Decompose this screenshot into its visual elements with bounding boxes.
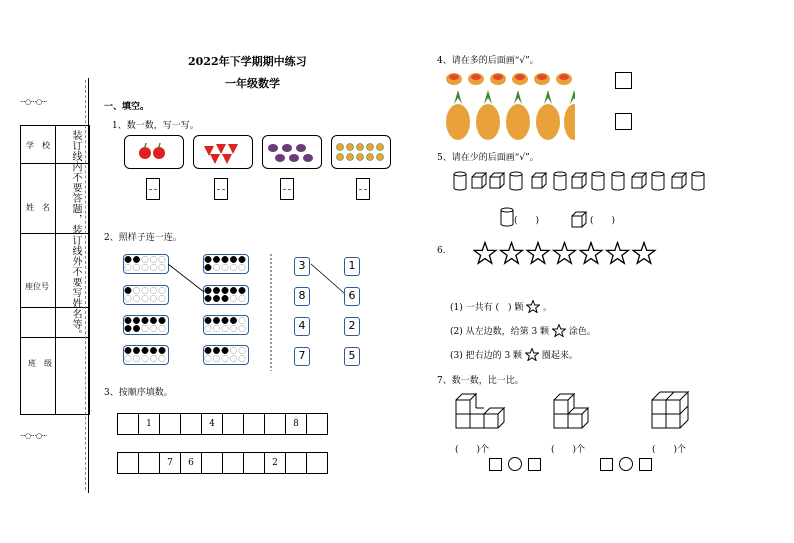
item-text: 涂色。	[568, 327, 596, 337]
question-7-label: 7、数一数，比一比。	[437, 376, 524, 386]
compare-circle-2[interactable]	[619, 457, 633, 471]
question-6-item-2	[450, 324, 596, 337]
cylinder-count-blank[interactable]: ( )	[514, 216, 540, 226]
number-box-left-4[interactable]: 7	[294, 347, 310, 366]
star-icon[interactable]	[474, 243, 496, 264]
sequence-cell[interactable]	[264, 413, 286, 435]
sequence-cell[interactable]	[306, 413, 328, 435]
checkbox-pineapple[interactable]	[615, 113, 632, 130]
question-6-item-3	[450, 348, 578, 361]
question-6-label: 6.	[437, 246, 446, 256]
binding-dots-top: ···○···○···	[20, 98, 47, 106]
info-label: 姓 名	[26, 203, 50, 212]
stars-row	[473, 241, 663, 267]
star-icon[interactable]	[554, 243, 576, 264]
info-label-seat: 座位号	[25, 282, 49, 291]
page-title: 2022年下学期期中练习	[188, 55, 307, 68]
star-icon[interactable]	[580, 243, 602, 264]
cube-count-blank-2[interactable]: ( )个	[551, 445, 586, 455]
sequence-row-2	[118, 452, 328, 474]
sequence-cell[interactable]	[201, 452, 223, 474]
sequence-cell[interactable]: 1	[138, 413, 160, 435]
question-5-label: 5、请在少的后面画“√”。	[437, 153, 539, 163]
sequence-row-1	[118, 413, 328, 435]
sequence-cell[interactable]: 2	[264, 452, 286, 474]
question-2-label: 2、照样子连一连。	[104, 233, 182, 243]
star-icon	[526, 300, 540, 313]
number-box-left-2[interactable]: 8	[294, 287, 310, 306]
star-icon[interactable]	[527, 243, 549, 264]
info-label-class: 班 级	[28, 359, 52, 368]
item-text: 圈起来。	[541, 351, 578, 361]
sequence-cell[interactable]	[243, 452, 265, 474]
sequence-cell[interactable]	[180, 413, 202, 435]
number-box-left-3[interactable]: 4	[294, 317, 310, 336]
compare-box-1[interactable]	[489, 458, 502, 471]
star-icon[interactable]	[501, 243, 523, 264]
question-4-label: 4、请在多的后面画“√”。	[437, 56, 539, 66]
sequence-cell[interactable]: 8	[285, 413, 307, 435]
sequence-cell[interactable]: 7	[159, 452, 181, 474]
sequence-cell[interactable]	[306, 452, 328, 474]
star-icon[interactable]	[607, 243, 629, 264]
sequence-cell[interactable]	[138, 452, 160, 474]
sequence-cell[interactable]	[243, 413, 265, 435]
sequence-cell[interactable]	[159, 413, 181, 435]
shapes-row	[452, 170, 712, 192]
compare-circle-1[interactable]	[508, 457, 522, 471]
number-box-right-4[interactable]: 5	[344, 347, 360, 366]
question-1-label: 1、数一数，写一写。	[112, 121, 199, 131]
fruits-comparison	[445, 68, 575, 140]
number-box-right-2[interactable]: 6	[344, 287, 360, 306]
star-icon[interactable]	[633, 243, 655, 264]
binding-notice: 装订线内不要答题，装订线外不要写姓名等。	[70, 130, 81, 340]
sequence-cell[interactable]: 6	[180, 452, 202, 474]
cylinder-icon	[500, 206, 514, 228]
section-heading: 一、填空。	[104, 102, 150, 112]
info-label: 学 校	[26, 141, 50, 150]
compare-box-4[interactable]	[639, 458, 652, 471]
sequence-cell[interactable]	[117, 413, 139, 435]
cube-stacks	[450, 386, 700, 438]
mango-icon	[446, 73, 572, 85]
pineapple-icon	[446, 90, 575, 140]
cube-icon	[571, 210, 589, 228]
cube-count-blank-1[interactable]: ( )个	[455, 445, 490, 455]
item-text: (2) 从左边数，给第 3 颗	[450, 327, 550, 337]
item-text: (3) 把右边的 3 颗	[450, 351, 523, 361]
number-box-left-1[interactable]: 3	[294, 257, 310, 276]
item-text: 。	[543, 303, 553, 313]
number-box-right-1[interactable]: 1	[344, 257, 360, 276]
sequence-cell[interactable]	[222, 413, 244, 435]
sequence-cell[interactable]: 4	[201, 413, 223, 435]
binding-dots-bottom: ···○···○···	[20, 432, 47, 440]
question-6-item-1	[450, 300, 552, 313]
sequence-cell[interactable]	[285, 452, 307, 474]
question-3-label: 3、按顺序填数。	[104, 388, 173, 398]
number-box-right-3[interactable]: 2	[344, 317, 360, 336]
star-icon	[552, 324, 566, 337]
cube-count-blank[interactable]: ( )	[590, 216, 616, 226]
cylinder-icon	[454, 172, 704, 190]
compare-box-2[interactable]	[528, 458, 541, 471]
star-icon	[525, 348, 539, 361]
cube-count-blank-3[interactable]: ( )个	[652, 445, 687, 455]
page-subtitle: 一年级数学	[225, 77, 280, 90]
checkbox-mango[interactable]	[615, 72, 632, 89]
compare-box-3[interactable]	[600, 458, 613, 471]
sequence-cell[interactable]	[117, 452, 139, 474]
item-text: (1) 一共有 ( ) 颗	[450, 303, 524, 313]
sequence-cell[interactable]	[222, 452, 244, 474]
